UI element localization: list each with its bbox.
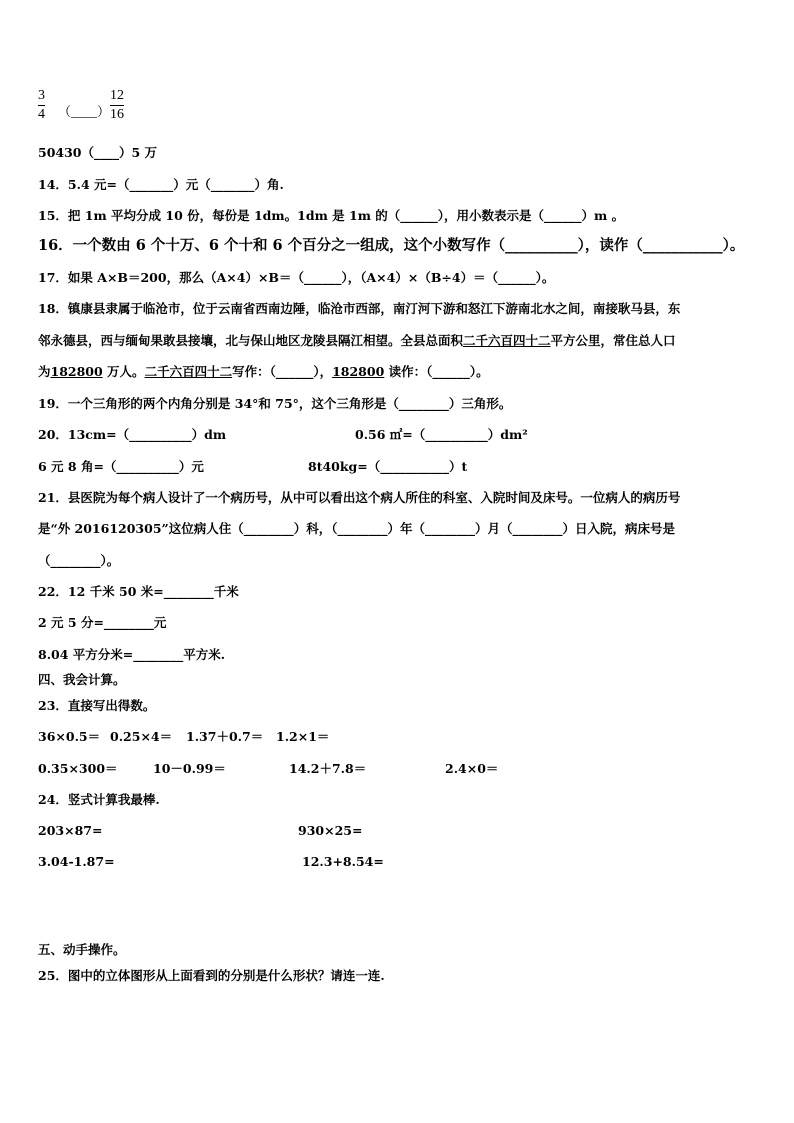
section-5-heading: 五、动手操作。	[38, 942, 126, 957]
vertical-calc-item: 12.3+8.54=	[302, 854, 384, 869]
q18-area-underlined: 二千六百四十二	[463, 333, 551, 348]
comparison-blank: （____）	[58, 104, 111, 119]
calc-item: 2.4×0＝	[445, 761, 499, 776]
q18-population-underlined: 182800	[332, 364, 385, 379]
question-18-line3	[38, 364, 489, 380]
calc-item: 1.2×1＝	[276, 729, 330, 744]
question-20c: 6 元 8 角=（__________）元	[38, 459, 204, 474]
question-17: 17．如果 A×B＝200，那么（A×4）×B＝（______），（A×4）×（B÷4）＝（______）。	[38, 270, 555, 285]
question-21-line2: 是“外 2016120305”这位病人住（________）科，（________）年（________）月（________）日入院，病床号是	[38, 521, 675, 536]
question-15: 15．把 1m 平均分成 10 份，每份是 1dm。1dm 是 1m 的（______），用小数表示是（______）m 。	[38, 208, 625, 223]
question-18-line1: 18．镇康县隶属于临沧市，位于云南省西南边陲，临沧市西部，南汀河下游和怒江下游南北水之间，南接耿马县，东	[38, 301, 681, 316]
calc-item: 1.37＋0.7＝	[186, 729, 264, 744]
calc-item: 14.2＋7.8＝	[289, 761, 367, 776]
q18-text: 读作：（______）。	[384, 364, 489, 379]
question-14: 14．5.4 元=（_______）元（_______）角.	[38, 177, 284, 192]
question-18-line2	[38, 333, 676, 349]
q18-text: 为	[38, 364, 51, 379]
vertical-calc-item: 203×87=	[38, 823, 103, 838]
fraction-left	[38, 88, 45, 123]
calc-item: 0.25×4＝	[110, 729, 173, 744]
question-20d: 8t40kg=（___________）t	[308, 459, 468, 474]
question-19: 19．一个三角形的两个内角分别是 34°和 75°，这个三角形是（________）三角形。	[38, 396, 512, 411]
q18-text: 万人。	[102, 364, 145, 379]
question-25: 25．图中的立体图形从上面看到的分别是什么形状？请连一连.	[38, 968, 385, 983]
vertical-calc-item: 3.04-1.87=	[38, 854, 115, 869]
question-compare-number: 50430（____）5 万	[38, 145, 158, 160]
section-4-heading: 四、我会计算。	[38, 672, 126, 687]
calc-item: 36×0.5＝	[38, 729, 101, 744]
question-22b: 2 元 5 分=________元	[38, 615, 167, 630]
question-16: 16．一个数由 6 个十万、6 个十和 6 个百分之一组成，这个小数写作（__________），读作（___________）。	[38, 237, 745, 254]
fraction-left-numerator: 3	[38, 88, 45, 103]
question-21-line3: （________）。	[38, 553, 120, 568]
question-20a: 20．13cm=（__________）dm	[38, 427, 227, 442]
fraction-right	[110, 88, 124, 123]
question-20b: 0.56 ㎡=（__________）dm²	[355, 427, 528, 442]
q18-text: 写作：（______），	[232, 364, 333, 379]
calc-item: 0.35×300＝	[38, 761, 118, 776]
fraction-left-denominator: 4	[38, 107, 45, 122]
fraction-right-denominator: 16	[110, 107, 124, 122]
q18-population-underlined: 182800	[50, 364, 103, 379]
question-23: 23．直接写出得数。	[38, 698, 156, 713]
q18-area-underlined: 二千六百四十二	[144, 364, 233, 379]
q18-text: 邻永德县，西与缅甸果敢县接壤，北与保山地区龙陵县隔江相望。全县总面积	[38, 333, 464, 348]
question-21-line1: 21．县医院为每个病人设计了一个病历号，从中可以看出这个病人所住的科室、入院时间及床号。一位病人的病历号	[38, 490, 681, 505]
vertical-calc-item: 930×25=	[298, 823, 363, 838]
q18-text: 平方公里，常住总人口	[550, 333, 676, 348]
question-22a: 22．12 千米 50 米=________千米	[38, 584, 239, 599]
calc-item: 10－0.99＝	[153, 761, 226, 776]
question-22c: 8.04 平方分米=________平方米.	[38, 647, 226, 662]
fraction-right-numerator: 12	[110, 88, 124, 103]
question-24: 24．竖式计算我最棒.	[38, 792, 160, 807]
